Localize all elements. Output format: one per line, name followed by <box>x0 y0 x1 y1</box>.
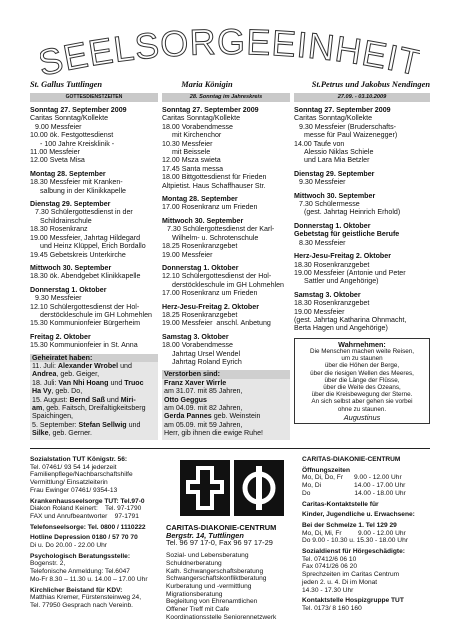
center-service-item: Begleitung von Ehrenamtlichen <box>166 598 258 606</box>
center-service-item: Kurberatung und -vermittlung <box>166 582 252 590</box>
married-text: Spaichingen, <box>32 412 74 421</box>
married-name: Ha Vy <box>32 387 52 396</box>
deceased-entry <box>164 421 288 429</box>
contact-line: Bogenstr. 2, <box>30 560 66 568</box>
schedule-day-heading: Herz-Jesu-Freitag 2. Oktober <box>162 302 259 311</box>
schedule-line: 19.00 Messfeier <box>162 250 213 259</box>
contacts-right <box>302 456 430 613</box>
schedule-list <box>162 106 290 366</box>
schedule-line: Jahrtag Roland Eyrich <box>172 357 242 366</box>
schedule-line: mit Beissele <box>172 148 211 157</box>
column-maria-koenigin <box>162 106 290 440</box>
schedule-line: Sattler und Angehörige) <box>304 277 379 286</box>
schedule-day-heading: Sonntag 27. September 2009 <box>30 106 127 114</box>
schedule-line: (gest. Jahrtag Katharina Ohnmacht, <box>294 315 407 324</box>
parish-nendingen: St.Petrus und Jakobus Nendingen <box>311 80 430 89</box>
contact-heading: Öffnungszeiten <box>302 466 350 474</box>
subheader-sunday: 28. Sonntag im Jahreskreis <box>162 93 290 102</box>
schedule-line: derstöckleschule im GH Lohmehlen <box>40 310 152 319</box>
married-name: Van Nhi Hoang <box>58 378 109 387</box>
deceased-entry <box>164 404 288 412</box>
schedule-line: 14.00 Taufe von <box>294 139 345 148</box>
center-service-item: Schwangerschaftskonfliktberatung <box>166 575 267 583</box>
deceased-entry <box>164 396 288 404</box>
schedule-line: und Heinz Klüppel, Erich Bordallo <box>40 242 146 251</box>
married-entry <box>32 421 156 429</box>
contact-line: Tel. 77950 Gesprach nach Vereinb. <box>30 601 134 609</box>
contacts-left <box>30 456 162 610</box>
center-service-item: Schuldnerberatung <box>166 559 222 567</box>
contact-line: Frau Ewinger 07461/ 9354-13 <box>30 486 118 494</box>
married-list <box>30 362 158 440</box>
schedule-list <box>294 106 430 333</box>
quote-line: über die Länge der Flüsse, <box>324 376 400 384</box>
center-service-item: Kath. Schwangerschaftsberatung <box>166 567 264 575</box>
schedule-line: 17.45 Santa messa <box>162 164 224 173</box>
schedule-line: 15.30 Kommunionfeier Bürgerheim <box>30 319 141 328</box>
contact-heading: Psychologisch Beratungsstelle: <box>30 552 131 560</box>
schedule-line: 18.30 Rosenkranzgebet <box>294 299 370 308</box>
caritas-logo-icon <box>172 458 292 518</box>
married-name: Miri- <box>120 395 136 404</box>
subheader-dates: 27.09. - 03.10.2009 <box>294 93 430 102</box>
deceased-name: Franz Xaver Wirrle <box>164 378 227 387</box>
quote-title: Wahrnehmen: <box>338 339 386 349</box>
schedule-line: 18.30 Rosenkranzgebet <box>294 260 370 269</box>
married-entry <box>32 412 156 420</box>
married-text: und <box>108 378 125 387</box>
deceased-entry <box>164 429 288 437</box>
schedule-day-heading: Dienstag 29. September <box>294 169 375 178</box>
deceased-entry <box>164 412 288 420</box>
contact-heading: Sozialdienst für Hörgeschädigte: <box>302 548 405 556</box>
married-text: , geb. Geiger, <box>56 370 100 379</box>
married-entry <box>32 370 156 378</box>
contact-line: FAX und Anrufbeantworter 97-1791 <box>30 512 139 520</box>
schedule-line: 18.00 Vorabendmesse <box>162 122 233 131</box>
married-name: Stefan Sellwig <box>78 420 127 429</box>
quote-line: über die Höhen der Berge, <box>324 362 400 370</box>
married-text: und <box>118 361 132 370</box>
married-entry <box>32 362 156 370</box>
column-nendingen <box>294 106 430 424</box>
contact-line: Mo, Di 14.00 - 17.00 Uhr <box>302 482 406 490</box>
contact-heading: Kirchlicher Beistand für KDV: <box>30 586 123 594</box>
contact-line: Vermittlung/ Einsatzleiterin <box>30 479 108 487</box>
schedule-line: messe für Paul Waizenegger) <box>304 131 398 140</box>
schedule-line: 19.00 Messfeier, Jahrtag Hildegard <box>30 233 141 242</box>
schedule-line: 18.30 ök. Abendgebet Klinikkapelle <box>30 272 141 281</box>
schedule-line: 19.00 Messfeier (Antonie und Peter <box>294 268 406 277</box>
quote-author: Augustinus <box>343 412 381 422</box>
schedule-line: und Lara Mia Betzler <box>304 156 370 165</box>
schedule-line: 10.30 Messfeier <box>162 139 213 148</box>
contact-line: Mo, Di, Do, Fr 9.00 - 12.00 Uhr <box>302 474 402 482</box>
center-service-item: Koordinationsstelle Seniorennetzwerk <box>166 613 277 621</box>
schedule-line: 17.00 Rosenkranz um Frieden <box>162 289 258 298</box>
schedule-day-heading: Freitag 2. Oktober <box>30 332 91 341</box>
schedule-line: 9.00 Messfeier <box>35 122 82 131</box>
contact-line: Matthias Kremer, Fürstensteinweg 24, <box>30 594 142 602</box>
married-text: 11. Juli: <box>32 361 58 370</box>
schedule-line: 7.30 Schülergottesdienst in der <box>35 208 133 217</box>
schedule-line: Wilhelm- u. Schrotenschule <box>172 233 259 242</box>
schedule-day-heading: Donnerstag 1. Oktober <box>30 285 107 294</box>
schedule-day-heading: Gebetstag für geistliche Berufe <box>294 230 400 239</box>
schedule-line: Altpietist. Haus Schaffhauser Str. <box>162 181 266 190</box>
schedule-line: 18.00 Bittgottesdienst für Frieden <box>162 173 267 182</box>
quote-line: ohne zu staunen. <box>337 405 387 413</box>
quote-line: über die Weite des Ozeans, <box>323 383 401 391</box>
schedule-day-heading: Mittwoch 30. September <box>30 263 112 272</box>
contact-line: Do 9.00 - 10.30 u. 15.30 - 18.00 Uhr <box>302 537 408 545</box>
married-heading: Geheiratet haben: <box>30 354 158 362</box>
contact-heading: CARITAS-DIAKONIE-CENTRUM <box>302 456 401 463</box>
married-name: Alexander Wrobel <box>57 361 119 370</box>
schedule-line: Jahrtag Ursel Wendel <box>172 349 241 358</box>
contact-heading: Sozialstation TUT Königstr. 56: <box>30 456 128 463</box>
contact-heading: Bei der Schmelze 1. Tel 129 29 <box>302 521 397 529</box>
deceased-name: Otto Geggus <box>164 395 207 404</box>
deceased-name: Gerda Pannes <box>164 412 212 421</box>
married-entry <box>32 404 156 412</box>
contact-line: Di u. Do 20.00 - 22.00 Uhr <box>30 542 107 550</box>
schedule-line: 18.25 Rosenkranzgebet <box>162 242 238 251</box>
schedule-day-heading: Sonntag 27. September 2009 <box>294 106 391 114</box>
caritas-center-block <box>166 456 298 621</box>
deceased-text: am 05.09. mit 59 Jahren, <box>164 420 243 429</box>
center-address: Bergstr. 14, Tuttlingen <box>166 530 244 540</box>
subheader-service-times: GOTTESDIENSTZEITEN <box>30 93 158 102</box>
schedule-list <box>30 106 158 350</box>
married-entry <box>32 396 156 404</box>
married-text: , geb. Faitsch, Dreifaltigkeitsberg <box>42 404 146 412</box>
married-name: Andrea <box>32 370 57 379</box>
parish-maria-koenigin: Maria Königin <box>181 80 233 89</box>
schedule-day-heading: Dienstag 29. September <box>30 200 111 209</box>
contact-line: Familienpflege/Nachbarschaftshilfe <box>30 471 133 479</box>
contact-line: 14.30 - 17.30 Uhr <box>302 586 354 594</box>
married-text: , geb. Gerner. <box>48 429 92 438</box>
schedule-line: (gest. Jahrtag Heinrich Erhold) <box>304 208 401 217</box>
quote-lines <box>298 348 426 413</box>
schedule-line: mit Kirchenchor <box>172 131 222 140</box>
schedule-day-heading: Donnerstag 1. Oktober <box>294 221 371 230</box>
schedule-day-heading: Montag 28. September <box>30 169 106 178</box>
schedule-day-heading: Samstag 3. Oktober <box>162 332 229 341</box>
schedule-line: 19.45 Gebetskreis Unterkirche <box>30 250 126 259</box>
contact-line: jeden 2. u. 4. Di im Monat <box>302 578 378 586</box>
married-text: und <box>126 420 141 429</box>
contact-heading: Hotline Depression 0180 / 57 70 70 <box>30 534 138 542</box>
schedule-day-heading: Mittwoch 30. September <box>162 216 244 225</box>
married-name: Bernd Saß <box>69 395 105 404</box>
schedule-line: 9.30 Messfeier <box>299 178 346 187</box>
schedule-day-heading: Montag 28. September <box>162 195 238 204</box>
married-entry <box>32 387 156 395</box>
schedule-line: 10.00 ök. Festgottesdienst <box>30 131 114 140</box>
quote-box <box>294 338 430 424</box>
married-name: am <box>32 404 43 412</box>
deceased-text: geb. Weinstein <box>211 412 261 421</box>
center-service-item: Offener Treff mit Cafe <box>166 606 230 614</box>
married-text: 15. August: <box>32 395 70 404</box>
schedule-line: Caritas Sonntag/Kollekte <box>294 114 373 123</box>
schedule-line: 19.00 Messfeier <box>294 307 345 316</box>
schedule-line: Berta Hagen und Angehörige) <box>294 324 388 333</box>
contact-line: Mo-Fr 8.30 – 11.30 u. 14.00 – 17.00 Uhr <box>30 575 148 583</box>
schedule-line: 18.30 Messfeier mit Kranken- <box>30 178 123 187</box>
schedule-day-heading: Sonntag 27. September 2009 <box>162 106 259 114</box>
contact-heading: Caritas-Kontaktstelle für <box>302 500 379 508</box>
married-text: 18. Juli: <box>32 378 59 387</box>
schedule-line: 8.30 Messfeier <box>299 238 346 247</box>
deceased-text: am 31.07. mit 85 Jahren, <box>164 387 243 396</box>
schedule-line: 19.00 Messfeier anschl. Anbetung <box>162 319 271 328</box>
married-text: , geb. Do, <box>51 387 83 396</box>
schedule-line: salbung in der Klinikkapelle <box>40 186 126 195</box>
center-heading: CARITAS-DIAKONIE-CENTRUM <box>166 523 277 532</box>
center-phone: Tel. 96 97 17-0, Fax 96 97 17-29 <box>166 538 273 548</box>
parish-st-gallus: St. Gallus Tuttlingen <box>30 80 103 89</box>
caritas-diakonie-logo <box>166 456 298 520</box>
contact-heading: Telefonseelsorge: Tel. 0800 / 1110222 <box>30 523 146 531</box>
married-text: und <box>104 395 121 404</box>
deceased-text: am 04.09. mit 82 Jahren, <box>164 404 243 412</box>
contact-heading: Kontaktstelle Hospizgruppe TUT <box>302 597 404 605</box>
title-banner <box>40 24 420 78</box>
contact-line: Do 14.00 - 18.00 Uhr <box>302 489 406 497</box>
contact-line: Sprechzeiten im Caritas Centrum <box>302 571 400 579</box>
deceased-entry <box>164 387 288 395</box>
center-services <box>166 552 298 621</box>
center-service-item: Migrationsberatung <box>166 590 223 598</box>
married-entry <box>32 379 156 387</box>
column-st-gallus <box>30 106 158 440</box>
quote-line: An sich selbst aber gehen sie vorbei <box>311 398 413 406</box>
page-title: EELSORGEEINHEI <box>59 24 403 78</box>
quote-line: über die riesigen Wellen des Meeres, <box>310 369 414 377</box>
contact-line: Tel. 07412/6 06 10 <box>302 555 357 563</box>
deceased-text: Herr, gib ihnen die ewige Ruhe! <box>164 429 263 438</box>
center-service-item: Sozial- und Lebensberatung <box>166 552 249 560</box>
quote-line: um zu staunen <box>341 355 383 363</box>
schedule-line: derstöckleschule im GH Lohmehlen <box>172 280 284 289</box>
schedule-line: Caritas Sonntag/Kollekte <box>162 114 241 123</box>
parish-headers <box>30 80 430 89</box>
schedule-day-heading: Donnerstag 1. Oktober <box>162 263 239 272</box>
schedule-line: 18.00 Vorabendmesse <box>162 341 233 350</box>
deceased-heading: Verstorben sind: <box>162 370 290 378</box>
schedule-day-heading: Mittwoch 30. September <box>294 191 376 200</box>
schedule-line: 18.30 Rosenkranz <box>30 225 88 234</box>
subheader-bar <box>30 93 430 102</box>
deceased-list <box>162 379 290 440</box>
married-text: 5. September: <box>32 420 79 429</box>
schedule-day-heading: Herz-Jesu-Freitag 2. Oktober <box>294 252 391 261</box>
quote-line: über die Kreisbewegung der Sterne. <box>311 391 413 399</box>
contact-heading: Krankenhausseelsorge TUT: Tel.97-0 <box>30 497 145 505</box>
schedule-line: 7.30 Schülermesse <box>299 200 360 209</box>
schedule-day-heading: Samstag 3. Oktober <box>294 290 361 299</box>
schedule-line: - 100 Jahre Kreisklinik - <box>40 139 115 148</box>
quote-line: Die Menschen machen weite Reisen, <box>310 347 414 355</box>
married-name: Silke <box>32 429 49 438</box>
contact-line: Tel. 07461/ 93 54 14 jederzeit <box>30 463 117 471</box>
deceased-entry <box>164 379 288 387</box>
schedule-line: 18.25 Rosenkranzgebet <box>162 310 238 319</box>
contact-line: Telefonische Anmeldung: Tel.6047 <box>30 568 130 576</box>
schedule-line: 12.10 Schülergottesdienst der Hol- <box>162 272 272 281</box>
schedule-line: 9.30 Messfeier <box>35 294 82 303</box>
schedule-line: 7.30 Schülergottesdienst der Karl- <box>167 225 275 234</box>
contact-line: Diakon Roland Keinert: Tel. 97-1790 <box>30 505 142 513</box>
schedule-line: 12.00 Sveta Misa <box>30 156 85 165</box>
schedule-line: 12.10 Schülergottesdienst der Hol- <box>30 302 140 311</box>
section-divider <box>30 448 430 449</box>
married-entry <box>32 429 156 437</box>
contact-line: Mo, Di, Mi, Fr 9.00 - 12.00 Uhr <box>302 529 406 537</box>
schedule-line: Caritas Sonntag/Kollekte <box>30 114 109 123</box>
schedule-line: 12.00 Msza swieta <box>162 156 221 165</box>
title-arc <box>40 24 420 78</box>
schedule-line: Alessio Niklas Schiele <box>304 148 374 157</box>
schedule-line: 17.00 Rosenkranz um Frieden <box>162 203 258 212</box>
schedule-line: 9.30 Messfeier (Bruderschafts- <box>299 122 396 131</box>
married-name: Truoc <box>124 378 144 387</box>
schedule-line: 15.30 Kommunionfeier in St. Anna <box>30 341 138 350</box>
schedule-line: Schildrainschule <box>40 216 92 225</box>
contact-heading: Kinder, Jugendliche u. Erwachsene: <box>302 511 415 519</box>
contact-line: Fax 0741/26 06 20 <box>302 563 357 571</box>
contact-line: Tel. 0173/ 8 160 160 <box>302 604 362 612</box>
schedule-line: 11.00 Messfeier <box>30 148 80 157</box>
